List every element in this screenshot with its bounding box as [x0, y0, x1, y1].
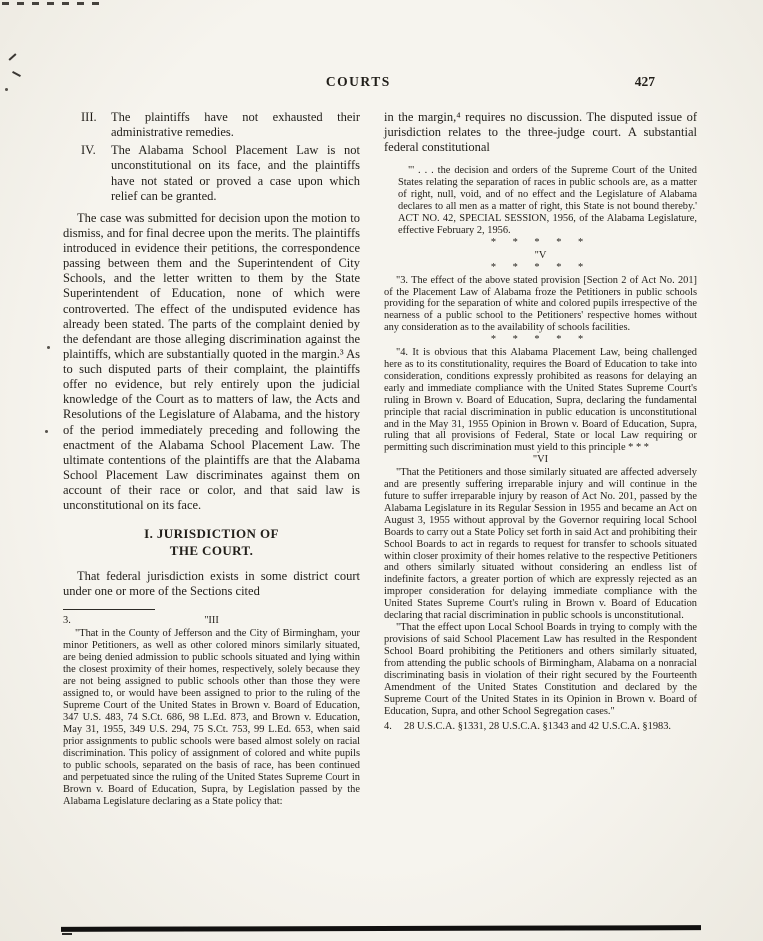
section-heading-line1: I. JURISDICTION OF [144, 526, 279, 542]
text-columns [63, 110, 697, 808]
scan-artifact-dashes [2, 2, 102, 5]
left-column [63, 110, 360, 808]
paragraph-case-submitted: The case was submitted for decision upon the motion to dismiss, and for final decree upon the merits. The plaintiffs introduced in evidence their petitions, the correspondence passing between them and the Superintendent of City Schools, and the letter written to them by the State Superintendent of Education, none of which were controverted. The effect of the undisputed evidence has already been stated. The parts of the complaint denied by the defendant are those alleging discrimination against the plaintiffs, which are substantially quoted in the margin.³ As to such disputed parts of their complaint, the plaintiffs offer no evidence, but rely entirely upon the judicial knowledge of the Court as to matters of law, the Acts and Resolutions of the Legislature of Alabama, and the history of the period immediately preceding and following the enactment of the Alabama School Placement Law. The ultimate contentions of the plaintiffs are that the Alabama School Placement Law discriminates against them on account of their race or color, and that said law is unconstitutional on its face. [63, 210, 360, 513]
footnote-separator [63, 609, 155, 610]
list-item-iv [81, 143, 360, 204]
scan-artifact-speck [5, 88, 8, 91]
paragraph-petitioners-injury: "That the Petitioners and those similarly situated are affected adversely and are presently suffering irreparable injury and will continue in the future to suffer irreparable injury by reason of Act No. 201, passed by the Alabama Legislature in its Regular Session in 1955 and became an Act on August 3, 1955 without approval by the Governor requiring local School Boards to carry out a State Policy set forth in said Act and prohibiting their School Boards to act in regards to request for transfer to schools situated within closer proximity of their homes relative to the respective Petitioners and others similarly situated without considering an endless list of indefinite factors, a greater portion of which are expressly rejected as an improper consideration for delaying immediate compliance with the United States Supreme Court's ruling in Brown v. Board of Education declaring that racial discrimination in public schools is unconstitutional. [384, 466, 697, 622]
footnote-4-number: 4. [384, 720, 392, 732]
scan-artifact-speck [47, 346, 50, 349]
asterisk-separator: * * * * * [490, 237, 591, 249]
footnote-3-head [63, 615, 360, 627]
scan-artifact-pen-mark [8, 53, 16, 61]
list-text: The Alabama School Placement Law is not unconstitutional on its face, and the plaintiffs have not stated or proved a case upon which relief can be granted. [111, 143, 360, 203]
paragraph-3-effect: "3. The effect of the above stated provision [Section 2 of Act No. 201] of the Placement Law of Alabama froze the Petitioners in public schools providing for the separation of white and colored pupils irrespective of the nearness of a public school to the Petitioners' respective homes without any consideration as to the availability of schools facilities. [384, 274, 697, 334]
footnote-3-number: 3. [63, 615, 71, 627]
right-column [384, 110, 697, 808]
quote-act-42: "' . . . the decision and orders of the Supreme Court of the United States relating the separation of races in public schools are, as a matter of right, null, void, and of no effect and the Legislature of Alabama declares to all men as a matter of right, this State is not bound thereby.' ACT NO. 42, SPECIAL SESSION, 1956, of the Alabama Legislature, effective February 2, 1956. [398, 165, 697, 237]
page-number: 427 [634, 74, 655, 89]
section-heading-line2: THE COURT. [169, 543, 254, 559]
paragraph-margin: in the margin,⁴ requires no discussion. The disputed issue of jurisdiction relates to the three-judge court. A substantial federal constitutional [384, 110, 697, 155]
scan-artifact-tick [62, 933, 72, 935]
page-header [63, 74, 705, 92]
list-number: III. [81, 110, 97, 124]
list-text: The plaintiffs have not exhausted their administrative remedies. [111, 110, 360, 140]
section-vi-label: "VI [532, 454, 549, 466]
section-v-label: "V [534, 249, 547, 261]
paragraph-effect-boards: "That the effect upon Local School Boards in trying to comply with the provisions of said School Placement Law has resulted in the Respondent School Board prohibiting the Petitioners and others similarly situated, from attending the public schools of Birmingham, Alabama on a nonracial discriminating basis in violation of their right secured by the Fourteenth Amendment of the United States Constitution and declared by the Supreme Court of the United States in its Opinion in Brown v. Board of Education, Supra, and other School Segregation cases." [384, 622, 697, 717]
asterisk-separator: * * * * * [490, 334, 591, 346]
footnote-3 [63, 615, 360, 807]
paragraph-jurisdiction: That federal jurisdiction exists in some district court under one or more of the Sections cited [63, 569, 360, 599]
footnote-4-text: 28 U.S.C.A. §1331, 28 U.S.C.A. §1343 and 42 U.S.C.A. §1983. [404, 720, 672, 732]
scan-artifact-bottom-bar [61, 925, 701, 932]
running-head: COURTS [325, 74, 391, 89]
footnote-continuation [384, 165, 697, 732]
footnote-3-roman: "III [204, 615, 219, 627]
footnote-3-text: "That in the County of Jefferson and the City of Birmingham, your minor Petitioners, as well as other colored minors similarly situated, are being denied admission to public schools situated and lying within the closest proximity of their homes, respectively, solely because they are not being assigned to public schools other than those they were assigned to, or would have been assigned to prior to the ruling of the Supreme Court of the United States in Brown v. Board of Education, 347 U.S. 483, 74 S.Ct. 686, 98 L.Ed. 873, and Brown v. Education, May 31, 1955, 349 U.S. 294, 75 S.Ct. 753, 99 L.Ed. 653, when said prior assignments to public schools were based almost solely on racial discrimination. This policy of assignment of colored and white pupils to public schools, separated on the basis of race, has been continued and perpetuated since the ruling of the United States Supreme Court in Brown v. Board of Education, Supra, by Legislation passed by the Alabama Legislature declaring as a State policy that: [63, 628, 360, 807]
asterisk-separator: * * * * * [490, 262, 591, 274]
scan-artifact-pen-mark [12, 71, 21, 77]
list-item-iii [81, 110, 360, 140]
list-number: IV. [81, 143, 96, 158]
footnote-4 [384, 721, 697, 733]
section-heading-jurisdiction [63, 526, 360, 560]
scan-artifact-speck [45, 430, 48, 433]
paragraph-4-obvious: "4. It is obvious that this Alabama Placement Law, being challenged here as to its constitutionality, requires the Board of Education to take into consideration, conditions expressly prohibited as reasons for delaying an early and immediate compliance with the United States Supreme Court's ruling in Brown v. Board of Education, Supra, declaring the fundamental principle that racial discrimination in public education is unconstitutional and in the May 31, 1955 Opinion in Brown v. Board of Education, Supra, ruling that all provisions of Federal, State or local Law requiring or permitting such discrimination must yield to this principle * * * [384, 346, 697, 454]
